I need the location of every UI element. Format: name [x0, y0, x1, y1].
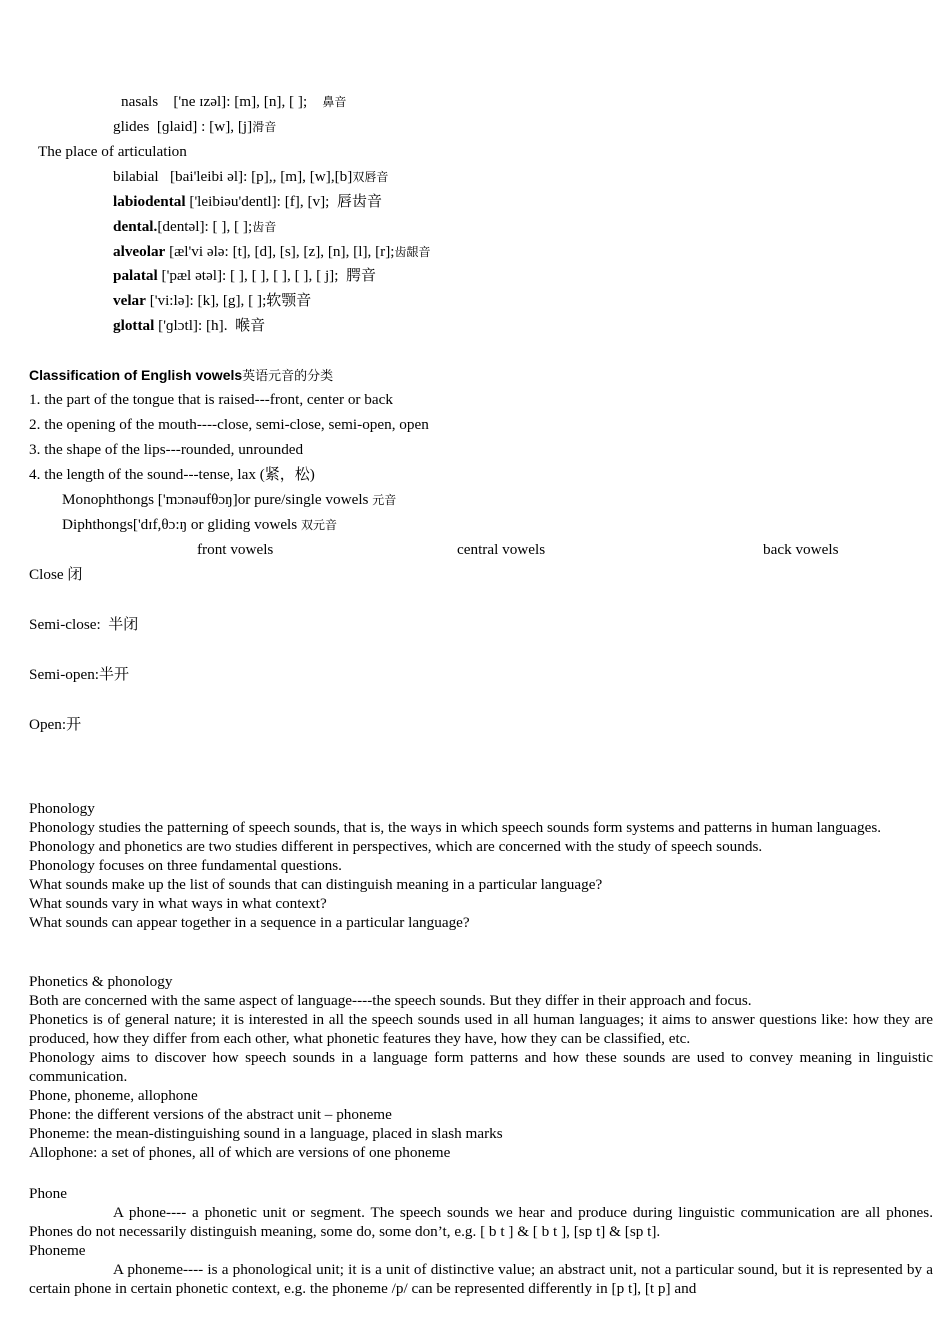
- alveolar-ipa: [æl'vi ələ: [t], [d], [s], [z], [n], [l], [r];: [165, 243, 395, 260]
- vowels-heading-cn: 英语元音的分类: [242, 369, 334, 384]
- nasals-term: nasals: [121, 93, 159, 110]
- row-semi-open-cn: 半开: [99, 665, 130, 683]
- phone-body: A phone---- a phonetic unit or segment. The speech sounds we hear and produce during linguistic communication are all phones. Phones do not necessarily distinguish meaning, some do, some don’t, e.g. [ b t ] & [ b t ], [sp t] & [sp t].: [29, 1204, 933, 1240]
- glottal-line: [113, 316, 265, 335]
- dental-term: dental.: [113, 218, 158, 235]
- dental-cn: 齿音: [252, 220, 277, 234]
- row-open-en: Open:: [29, 716, 67, 733]
- phonology-section: [29, 799, 933, 932]
- palatal-term: palatal: [113, 267, 158, 284]
- nasals-cn: 鼻音: [322, 95, 347, 109]
- velar-term: velar: [113, 292, 146, 309]
- pp-line: Allophone: a set of phones, all of which are versions of one phoneme: [29, 1144, 451, 1161]
- column-central-vowels: central vowels: [457, 541, 546, 558]
- pp-line: Phonetics is of general nature; it is interested in all the speech sounds used in all human languages; it aims to answer questions like: how they are produced, how they differ from each other, what phonetic features they have, how they can be classified, etc.: [29, 1011, 933, 1047]
- phone-section: [29, 1184, 933, 1298]
- phonology-line: Phonology studies the patterning of speech sounds, that is, the ways in which speech sounds form systems and patterns in human languages.: [29, 819, 882, 836]
- pp-line: Phone: the different versions of the abstract unit – phoneme: [29, 1106, 392, 1123]
- column-back-vowels: back vowels: [763, 541, 839, 558]
- phonology-line: What sounds make up the list of sounds that can distinguish meaning in a particular language?: [29, 876, 603, 893]
- monophthongs-text: Monophthongs ['mɔnəufθɔŋ]or pure/single vowels: [62, 491, 369, 508]
- phonology-line: Phonology and phonetics are two studies different in perspectives, which are concerned with the study of speech sounds.: [29, 838, 763, 855]
- row-open-cn: 开: [66, 715, 82, 733]
- monophthongs-line: [62, 490, 396, 510]
- diphthongs-cn: 双元音: [301, 518, 338, 532]
- glottal-term: glottal: [113, 317, 155, 334]
- pp-line: Both are concerned with the same aspect of language----the speech sounds. But they differ in their approach and focus.: [29, 992, 752, 1009]
- phonology-line: What sounds vary in what ways in what context?: [29, 895, 327, 912]
- row-semi-close-en: Semi-close:: [29, 616, 101, 633]
- phonology-line: Phonology focuses on three fundamental questions.: [29, 857, 342, 874]
- phonetics-phonology-section: [29, 972, 933, 1162]
- glottal-cn: 喉音: [235, 316, 266, 334]
- criterion4-cn: 紧，松: [264, 465, 310, 483]
- row-semi-open: [29, 665, 129, 684]
- nasals-line: [121, 92, 346, 112]
- velar-line: [113, 291, 311, 310]
- palatal-line: [113, 266, 376, 285]
- glides-ipa: [ɡlaid] : [w], [j]: [156, 118, 253, 135]
- palatal-cn: 腭音: [346, 266, 377, 284]
- velar-cn: 软颚音: [266, 291, 312, 309]
- palatal-ipa: ['pæl ətəl]: [ ], [ ], [ ], [ ], [ j];: [157, 267, 339, 284]
- alveolar-term: alveolar: [113, 243, 166, 260]
- phoneme-body: A phoneme---- is a phonological unit; it is a unit of distinctive value; an abstract unit, not a particular sound, but it is represented by a certain phone in certain phonetic context, e.g. the phoneme /p/ can be represented differently in [p t], [t p] and: [29, 1261, 933, 1297]
- phoneme-text: [29, 1260, 933, 1298]
- diphthongs-text: Diphthongs['dɪf,θɔ:ŋ or gliding vowels: [62, 516, 298, 533]
- pp-line: Phonology aims to discover how speech sounds in a language form patterns and how these sounds are used to convey meaning in linguistic communication.: [29, 1049, 933, 1085]
- alveolar-line: [113, 242, 431, 262]
- labiodental-cn: 唇齿音: [336, 192, 382, 210]
- vowel-criterion-1: 1. the part of the tongue that is raised---front, center or back: [29, 391, 393, 408]
- pp-line: Phoneme: the mean-distinguishing sound in a language, placed in slash marks: [29, 1125, 503, 1142]
- phonology-line: What sounds can appear together in a sequence in a particular language?: [29, 914, 470, 931]
- glides-cn: 滑音: [252, 120, 277, 134]
- labiodental-line: [113, 192, 382, 211]
- row-open: [29, 715, 81, 734]
- criterion4-text: 4. the length of the sound---tense, lax (: [29, 466, 265, 483]
- phonetics-phonology-title: Phonetics & phonology: [29, 973, 173, 990]
- dental-ipa: [dentəl]: [ ], [ ];: [157, 218, 253, 235]
- row-close: [29, 565, 82, 584]
- column-front-vowels: front vowels: [197, 541, 274, 558]
- phonology-title: Phonology: [29, 800, 95, 817]
- row-semi-open-en: Semi-open:: [29, 666, 100, 683]
- monophthongs-cn: 元音: [372, 493, 397, 507]
- labiodental-term: labiodental: [113, 193, 186, 210]
- pp-line: Phone, phoneme, allophone: [29, 1087, 198, 1104]
- place-heading: The place of articulation: [38, 143, 187, 160]
- bilabial-cn: 双唇音: [352, 170, 389, 184]
- vowel-criterion-4: [29, 465, 315, 484]
- phoneme-title: Phoneme: [29, 1242, 86, 1259]
- glottal-ipa: ['ɡlɔtl]: [h].: [154, 317, 228, 334]
- row-close-cn: 闭: [67, 565, 83, 583]
- bilabial-line: [113, 167, 388, 187]
- diphthongs-line: [62, 515, 337, 535]
- criterion4-close: ): [309, 466, 315, 483]
- vowel-criterion-3: 3. the shape of the lips---rounded, unrounded: [29, 441, 304, 458]
- bilabial-term: bilabial: [113, 168, 159, 185]
- row-semi-close-cn: 半闭: [108, 615, 139, 633]
- nasals-ipa: ['ne ɪzəl]: [m], [n], [ ];: [173, 93, 308, 110]
- phone-text: [29, 1203, 933, 1241]
- glides-line: [113, 117, 276, 137]
- row-close-en: Close: [29, 566, 64, 583]
- alveolar-cn: 齿龈音: [394, 245, 431, 259]
- row-semi-close: [29, 615, 138, 634]
- glides-term: glides: [113, 118, 150, 135]
- velar-ipa: ['vi:lə]: [k], [g], [ ];: [145, 292, 267, 309]
- vowels-heading-en: Classification of English vowels: [29, 367, 243, 383]
- vowel-criterion-2: 2. the opening of the mouth----close, semi-close, semi-open, open: [29, 416, 429, 433]
- dental-line: [113, 217, 276, 237]
- vowels-heading: [29, 366, 333, 386]
- bilabial-ipa: [bai'leibi əl]: [p],, [m], [w],[b]: [169, 168, 353, 185]
- labiodental-ipa: ['leibiəu'dentl]: [f], [v];: [185, 193, 330, 210]
- phone-title: Phone: [29, 1185, 67, 1202]
